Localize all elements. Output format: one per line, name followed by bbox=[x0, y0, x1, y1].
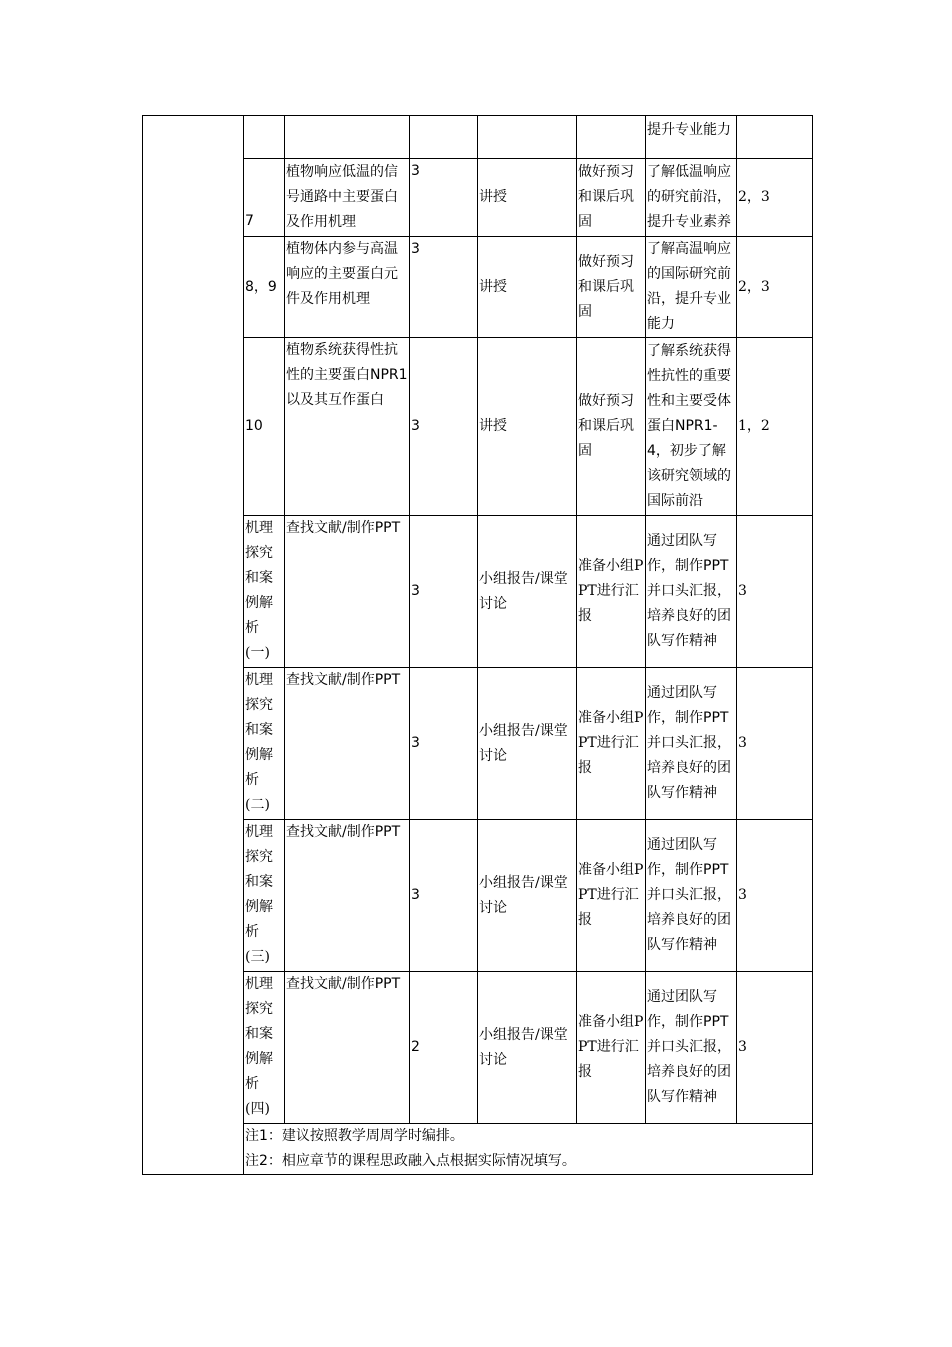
hours-cell: 3 bbox=[410, 338, 478, 516]
hours-cell: 3 bbox=[410, 516, 478, 668]
week-cell: 机理探究和案例解析(一) bbox=[244, 516, 285, 668]
table-row bbox=[143, 668, 813, 820]
goal-cell: 通过团队写作，制作PPT并口头汇报，培养良好的团队写作精神 bbox=[646, 516, 737, 668]
content-cell bbox=[285, 116, 410, 159]
hours-cell: 3 bbox=[410, 668, 478, 820]
week-cell: 机理探究和案例解析(三) bbox=[244, 820, 285, 972]
notes-row bbox=[143, 1124, 813, 1175]
homework-cell: 准备小组PPT进行汇报 bbox=[577, 668, 646, 820]
week-cell bbox=[244, 116, 285, 159]
goal-cell: 提升专业能力 bbox=[646, 116, 737, 159]
hours-cell: 3 bbox=[410, 237, 478, 338]
homework-cell bbox=[577, 116, 646, 159]
note-2: 注2：相应章节的课程思政融入点根据实际情况填写。 bbox=[245, 1153, 576, 1169]
homework-cell: 准备小组PPT进行汇报 bbox=[577, 972, 646, 1124]
method-cell: 讲授 bbox=[478, 338, 577, 516]
goal-cell: 了解高温响应的国际研究前沿，提升专业能力 bbox=[646, 237, 737, 338]
method-cell: 小组报告/课堂讨论 bbox=[478, 516, 577, 668]
table-row bbox=[143, 516, 813, 668]
objective-cell: 1，2 bbox=[737, 338, 813, 516]
method-cell: 小组报告/课堂讨论 bbox=[478, 820, 577, 972]
content-cell: 植物响应低温的信号通路中主要蛋白及作用机理 bbox=[285, 159, 410, 237]
week-cell: 10 bbox=[244, 338, 285, 516]
homework-cell: 准备小组PPT进行汇报 bbox=[577, 516, 646, 668]
objective-cell: 3 bbox=[737, 516, 813, 668]
objective-cell: 2，3 bbox=[737, 237, 813, 338]
method-cell: 小组报告/课堂讨论 bbox=[478, 668, 577, 820]
goal-cell: 了解低温响应的研究前沿，提升专业素养 bbox=[646, 159, 737, 237]
method-cell: 讲授 bbox=[478, 237, 577, 338]
course-schedule-table bbox=[142, 115, 813, 1175]
table-row bbox=[143, 338, 813, 516]
table-row bbox=[143, 820, 813, 972]
week-cell: 7 bbox=[244, 159, 285, 237]
table-row bbox=[143, 972, 813, 1124]
goal-cell: 了解系统获得性抗性的重要性和主要受体蛋白NPR1-4，初步了解该研究领域的国际前沿 bbox=[646, 338, 737, 516]
content-cell: 植物体内参与高温响应的主要蛋白元件及作用机理 bbox=[285, 237, 410, 338]
method-cell: 小组报告/课堂讨论 bbox=[478, 972, 577, 1124]
homework-cell: 做好预习和课后巩固 bbox=[577, 159, 646, 237]
objective-cell: 3 bbox=[737, 668, 813, 820]
objective-cell: 3 bbox=[737, 820, 813, 972]
goal-cell: 通过团队写作，制作PPT并口头汇报，培养良好的团队写作精神 bbox=[646, 972, 737, 1124]
homework-cell: 准备小组PPT进行汇报 bbox=[577, 820, 646, 972]
content-cell: 查找文献/制作PPT bbox=[285, 516, 410, 668]
goal-cell: 通过团队写作，制作PPT并口头汇报，培养良好的团队写作精神 bbox=[646, 668, 737, 820]
week-cell: 机理探究和案例解析(二) bbox=[244, 668, 285, 820]
goal-cell: 通过团队写作，制作PPT并口头汇报，培养良好的团队写作精神 bbox=[646, 820, 737, 972]
hours-cell: 2 bbox=[410, 972, 478, 1124]
method-cell bbox=[478, 116, 577, 159]
method-cell: 讲授 bbox=[478, 159, 577, 237]
homework-cell: 做好预习和课后巩固 bbox=[577, 338, 646, 516]
objective-cell bbox=[737, 116, 813, 159]
homework-cell: 做好预习和课后巩固 bbox=[577, 237, 646, 338]
hours-cell: 3 bbox=[410, 820, 478, 972]
table-row bbox=[143, 237, 813, 338]
table-row bbox=[143, 159, 813, 237]
content-cell: 查找文献/制作PPT bbox=[285, 668, 410, 820]
left-merged-cell bbox=[143, 116, 244, 1175]
objective-cell: 3 bbox=[737, 972, 813, 1124]
week-cell: 8，9 bbox=[244, 237, 285, 338]
content-cell: 查找文献/制作PPT bbox=[285, 820, 410, 972]
objective-cell: 2，3 bbox=[737, 159, 813, 237]
hours-cell bbox=[410, 116, 478, 159]
note-1: 注1：建议按照教学周周学时编排。 bbox=[245, 1128, 464, 1144]
content-cell: 查找文献/制作PPT bbox=[285, 972, 410, 1124]
notes-cell bbox=[244, 1124, 813, 1175]
week-cell: 机理探究和案例解析(四) bbox=[244, 972, 285, 1124]
table-row bbox=[143, 116, 813, 159]
hours-cell: 3 bbox=[410, 159, 478, 237]
content-cell: 植物系统获得性抗性的主要蛋白NPR1以及其互作蛋白 bbox=[285, 338, 410, 516]
